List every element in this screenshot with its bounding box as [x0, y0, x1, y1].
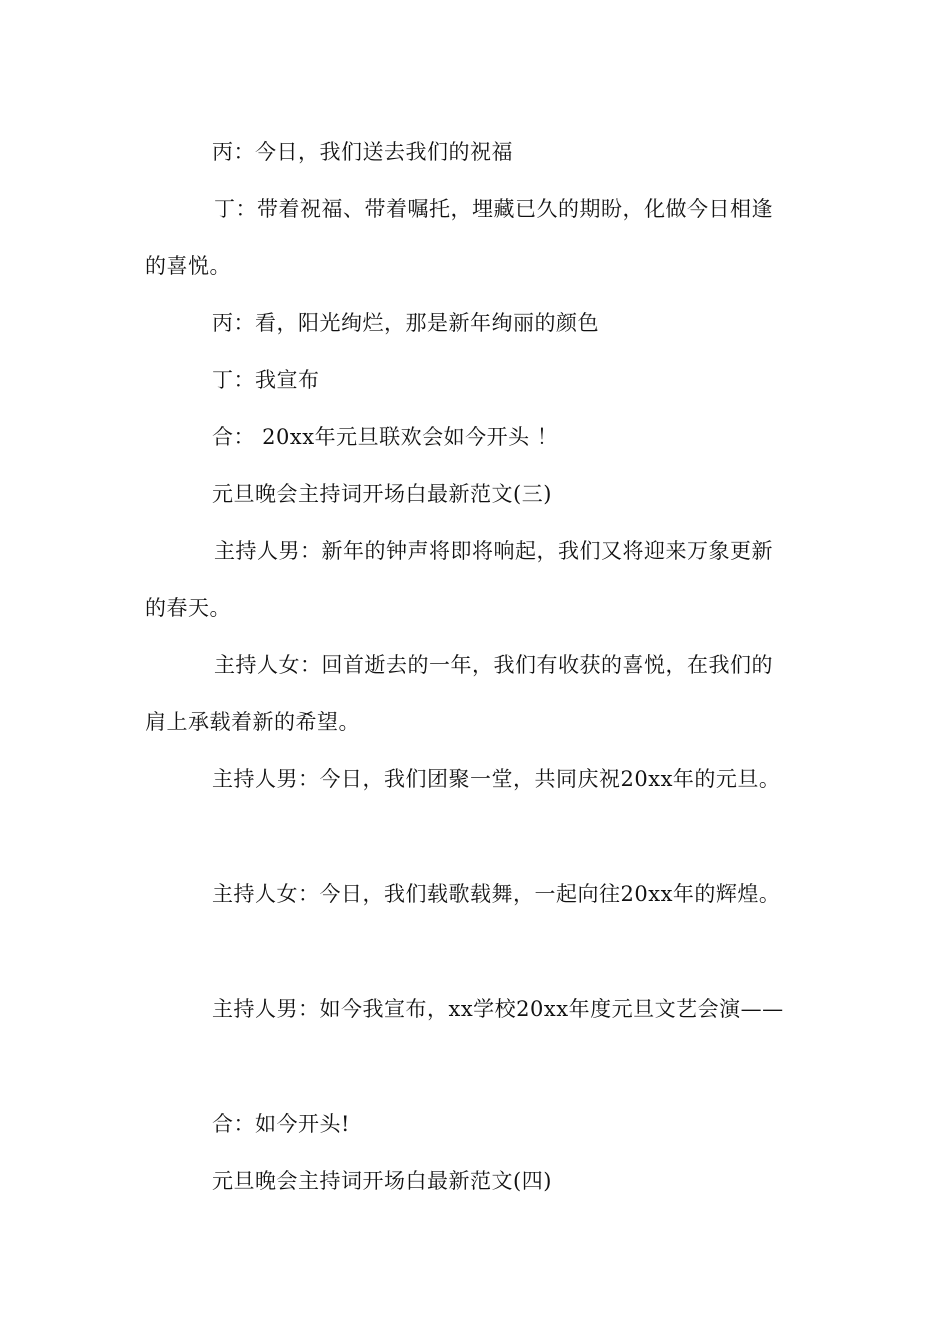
dialogue-line-host-male-1-cont: 的春天。	[145, 596, 231, 620]
dialogue-line-host-male-2: 主持人男：今日，我们团聚一堂，共同庆祝20xx年的元旦。	[212, 767, 781, 791]
dialogue-line-host-female-1: 主持人女：回首逝去的一年，我们有收获的喜悦，在我们的	[214, 653, 773, 677]
section-heading-3: 元旦晚会主持词开场白最新范文(三)	[212, 482, 552, 506]
dialogue-line-he-1: 合： 20xx年元旦联欢会如今开头 ！	[212, 425, 559, 449]
dialogue-line-ding-1: 丁：带着祝福、带着嘱托，埋藏已久的期盼，化做今日相逢	[214, 197, 773, 221]
dialogue-line-host-male-3: 主持人男：如今我宣布，xx学校20xx年度元旦文艺会演——	[212, 997, 784, 1021]
dialogue-line-bing-1: 丙：今日，我们送去我们的祝福	[212, 140, 513, 164]
section-heading-4: 元旦晚会主持词开场白最新范文(四)	[212, 1169, 552, 1193]
dialogue-line-ding-2: 丁：我宣布	[212, 368, 320, 392]
dialogue-line-he-2: 合：如今开头!	[212, 1112, 350, 1136]
dialogue-line-host-male-1: 主持人男：新年的钟声将即将响起，我们又将迎来万象更新	[214, 539, 773, 563]
dialogue-line-host-female-1-cont: 肩上承载着新的希望。	[145, 710, 360, 734]
dialogue-line-bing-2: 丙：看，阳光绚烂，那是新年绚丽的颜色	[212, 311, 599, 335]
dialogue-line-ding-1-cont: 的喜悦。	[145, 254, 231, 278]
dialogue-line-host-female-2: 主持人女：今日，我们载歌载舞，一起向往20xx年的辉煌。	[212, 882, 781, 906]
